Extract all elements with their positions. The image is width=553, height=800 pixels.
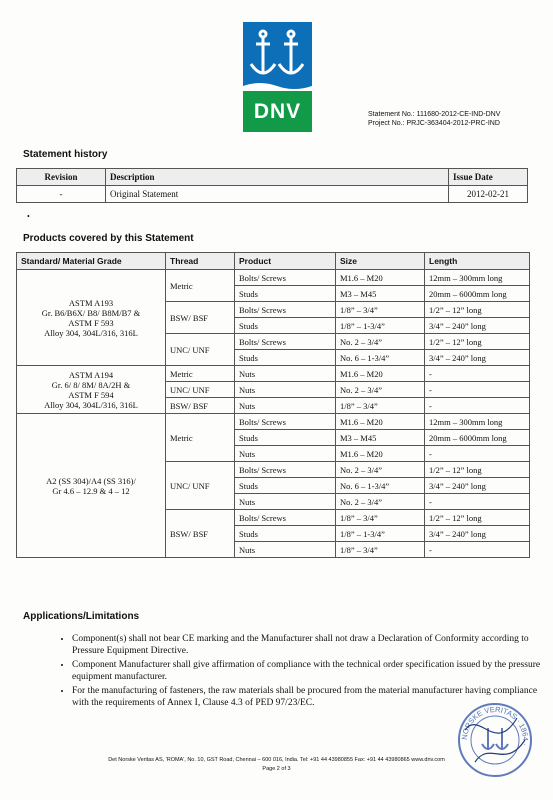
- cell-product: Bolts/ Screws: [235, 270, 336, 286]
- cell-product: Studs: [235, 318, 336, 334]
- cell-size: M1.6 – M20: [336, 414, 425, 430]
- cell-thread: Metric: [166, 270, 235, 302]
- project-number: Project No.: PRJC-363404-2012-PRC-IND: [368, 120, 500, 127]
- cell-thread: Metric: [166, 366, 235, 382]
- cell-size: No. 2 – 3/4”: [336, 462, 425, 478]
- cell-thread: BSW/ BSF: [166, 510, 235, 558]
- cell-product: Studs: [235, 526, 336, 542]
- cell-size: 1/8” – 3/4”: [336, 542, 425, 558]
- cell-standard: ASTM A193 Gr. B6/B6X/ B8/ B8M/B7 & ASTM F 593 Alloy 304, 304L/316, 316L: [17, 270, 166, 366]
- footer-address: Det Norske Veritas AS, 'ROMA', No. 10, GST Road, Chennai – 600 016, India. Tel: +91 44 43980855 Fax: +91 44 43980865 www.dnv.com: [108, 757, 445, 763]
- cell-product: Studs: [235, 350, 336, 366]
- cell-thread: UNC/ UNF: [166, 462, 235, 510]
- cell-length: 1/2” – 12” long: [425, 302, 530, 318]
- logo-text: DNV: [253, 99, 302, 123]
- cell-length: -: [425, 542, 530, 558]
- cell-size: M1.6 – M20: [336, 366, 425, 382]
- cell-length: -: [425, 446, 530, 462]
- header-product: Product: [235, 253, 336, 270]
- cell-size: 1/8” – 3/4”: [336, 510, 425, 526]
- cell-product: Nuts: [235, 542, 336, 558]
- table-row: [17, 366, 530, 382]
- statement-meta: [368, 110, 500, 128]
- cell-length: -: [425, 398, 530, 414]
- cell-size: No. 2 – 3/4”: [336, 494, 425, 510]
- cell-thread: BSW/ BSF: [166, 398, 235, 414]
- statement-number: Statement No.: 111680-2012-CE-IND-DNV: [368, 111, 501, 118]
- cell-product: Studs: [235, 478, 336, 494]
- cell-revision: -: [17, 186, 106, 203]
- cell-length: 3/4” – 240” long: [425, 526, 530, 542]
- cell-length: 12mm – 300mm long: [425, 270, 530, 286]
- applications-title: Applications/Limitations: [23, 611, 140, 622]
- products-title: Products covered by this Statement: [23, 233, 194, 244]
- cell-size: M3 – M45: [336, 430, 425, 446]
- cell-size: M3 – M45: [336, 286, 425, 302]
- cell-length: 3/4” – 240” long: [425, 318, 530, 334]
- cell-thread: Metric: [166, 414, 235, 462]
- header-revision: Revision: [17, 169, 106, 186]
- table-row: [17, 414, 530, 430]
- cell-product: Nuts: [235, 366, 336, 382]
- cell-size: M1.6 – M20: [336, 446, 425, 462]
- header-thread: Thread: [166, 253, 235, 270]
- cell-length: 20mm – 6000mm long: [425, 430, 530, 446]
- cell-size: No. 6 – 1-3/4”: [336, 350, 425, 366]
- list-item: • Component Manufacturer shall give affirmation of compliance with the technical order specification issued by the pressure equipment manufacturer.: [72, 659, 542, 683]
- header-length: Length: [425, 253, 530, 270]
- cell-issue-date: 2012-02-21: [449, 186, 528, 203]
- table-row: [17, 270, 530, 286]
- page-number: Page 2 of 3: [262, 766, 291, 772]
- dnv-logo: [243, 22, 312, 132]
- cell-product: Nuts: [235, 494, 336, 510]
- cell-size: M1.6 – M20: [336, 270, 425, 286]
- cell-product: Bolts/ Screws: [235, 510, 336, 526]
- cell-standard: ASTM A194 Gr. 6/ 8/ 8M/ 8A/2H & ASTM F 594 Alloy 304, 304L/316, 316L: [17, 366, 166, 414]
- cell-length: -: [425, 382, 530, 398]
- cell-length: 3/4” – 240” long: [425, 350, 530, 366]
- cell-thread: UNC/ UNF: [166, 382, 235, 398]
- table-header-row: [17, 253, 530, 270]
- cell-size: No. 2 – 3/4”: [336, 382, 425, 398]
- cell-product: Bolts/ Screws: [235, 462, 336, 478]
- cell-length: 1/2” – 12” long: [425, 462, 530, 478]
- cell-length: 1/2” – 12” long: [425, 510, 530, 526]
- cell-product: Nuts: [235, 446, 336, 462]
- header-standard: Standard/ Material Grade: [17, 253, 166, 270]
- cell-length: -: [425, 366, 530, 382]
- cell-length: 3/4” – 240” long: [425, 478, 530, 494]
- cell-product: Nuts: [235, 382, 336, 398]
- cell-product: Bolts/ Screws: [235, 302, 336, 318]
- dnv-stamp-seal-icon: [455, 700, 535, 780]
- stray-mark: •: [27, 212, 30, 221]
- list-item: • For the manufacturing of fasteners, the raw materials shall be procured from the material manufacturer having compliance with the requirements of Annex I, Clause 4.3 of PED 97/23/EC.: [72, 685, 542, 709]
- cell-size: 1/8” – 3/4”: [336, 302, 425, 318]
- header-description: Description: [106, 169, 449, 186]
- anchor-lion-emblem-icon: [243, 22, 312, 91]
- list-item: • Component(s) shall not bear CE marking and the Manufacturer shall not draw a Declaration of Conformity according to Pressure Equipment Directive.: [72, 633, 542, 657]
- cell-product: Bolts/ Screws: [235, 414, 336, 430]
- products-table: [16, 252, 530, 558]
- cell-standard: A2 (SS 304)/A4 (SS 316)/ Gr 4.6 – 12.9 & 4 – 12: [17, 414, 166, 558]
- cell-size: 1/8” – 1-3/4”: [336, 318, 425, 334]
- cell-product: Studs: [235, 286, 336, 302]
- cell-length: 12mm – 300mm long: [425, 414, 530, 430]
- cell-length: 1/2” – 12” long: [425, 334, 530, 350]
- seal-text: NORSKE VERITAS · 1864 ·: [459, 704, 531, 747]
- table-row: [17, 186, 528, 203]
- cell-size: 1/8” – 1-3/4”: [336, 526, 425, 542]
- cell-size: No. 2 – 3/4”: [336, 334, 425, 350]
- cell-size: 1/8” – 3/4”: [336, 398, 425, 414]
- header-size: Size: [336, 253, 425, 270]
- cell-product: Nuts: [235, 398, 336, 414]
- cell-thread: UNC/ UNF: [166, 334, 235, 366]
- statement-history-table: [16, 168, 528, 203]
- cell-product: Studs: [235, 430, 336, 446]
- cell-product: Bolts/ Screws: [235, 334, 336, 350]
- cell-length: 20mm – 6000mm long: [425, 286, 530, 302]
- statement-history-title: Statement history: [23, 149, 108, 160]
- cell-description: Original Statement: [106, 186, 449, 203]
- cell-size: No. 6 – 1-3/4”: [336, 478, 425, 494]
- cell-thread: BSW/ BSF: [166, 302, 235, 334]
- cell-length: -: [425, 494, 530, 510]
- table-header-row: [17, 169, 528, 186]
- header-issue-date: Issue Date: [449, 169, 528, 186]
